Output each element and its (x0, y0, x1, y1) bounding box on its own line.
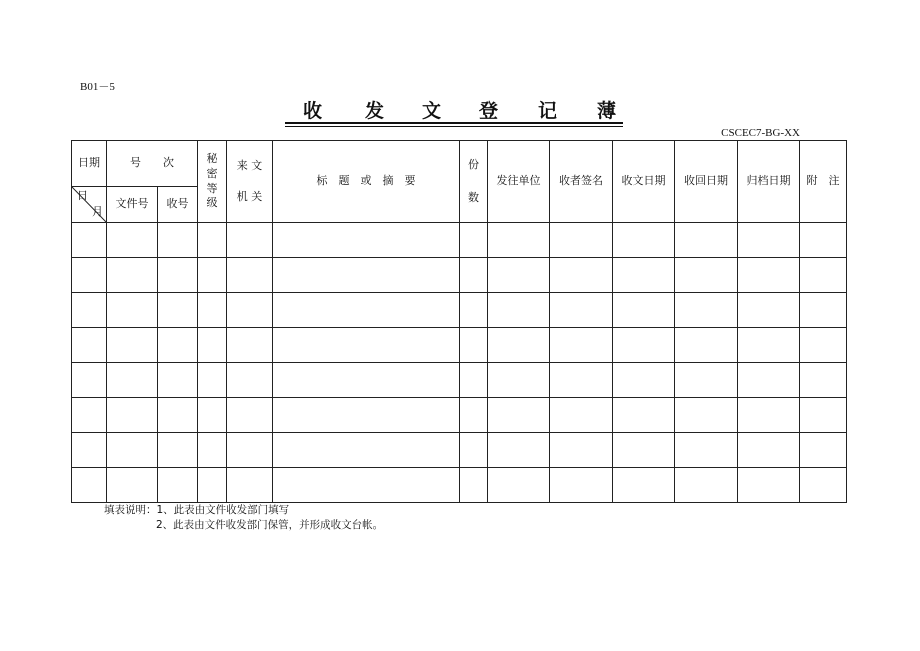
table-cell[interactable] (72, 293, 107, 328)
table-cell[interactable] (613, 293, 675, 328)
table-cell[interactable] (613, 223, 675, 258)
table-cell[interactable] (738, 258, 800, 293)
header-return-date: 收回日期 (675, 141, 738, 223)
table-cell[interactable] (800, 258, 847, 293)
table-cell[interactable] (227, 433, 273, 468)
header-copies-line-2: 数 (468, 190, 479, 204)
page-title (285, 96, 625, 120)
register-table (71, 140, 847, 503)
table-cell[interactable] (550, 258, 613, 293)
table-cell[interactable] (198, 293, 227, 328)
table-cell[interactable] (800, 468, 847, 503)
table-cell[interactable] (72, 258, 107, 293)
table-cell[interactable] (550, 468, 613, 503)
table-cell[interactable] (273, 223, 460, 258)
table-cell[interactable] (158, 363, 198, 398)
table-cell[interactable] (800, 328, 847, 363)
title-underline-thin (285, 126, 623, 127)
table-cell[interactable] (460, 258, 488, 293)
table-cell[interactable] (158, 398, 198, 433)
table-cell[interactable] (488, 468, 550, 503)
table-cell[interactable] (107, 293, 158, 328)
table-cell[interactable] (488, 328, 550, 363)
fill-instructions (104, 503, 383, 533)
header-subject: 标 题 或 摘 要 (273, 141, 460, 223)
header-receive-date: 收文日期 (613, 141, 675, 223)
header-source-line-2: 机 关 (236, 189, 263, 203)
table-cell[interactable] (227, 293, 273, 328)
table-cell[interactable] (800, 293, 847, 328)
table-cell[interactable] (198, 363, 227, 398)
header-copies (460, 141, 488, 223)
table-cell[interactable] (738, 398, 800, 433)
table-cell[interactable] (738, 328, 800, 363)
table-cell[interactable] (107, 398, 158, 433)
table-cell[interactable] (800, 433, 847, 468)
table-cell[interactable] (107, 223, 158, 258)
table-row (72, 363, 847, 398)
table-cell[interactable] (675, 433, 738, 468)
table-cell[interactable] (158, 223, 198, 258)
table-cell[interactable] (72, 433, 107, 468)
header-copies-line-1: 份 (468, 157, 479, 171)
table-row (72, 328, 847, 363)
table-cell[interactable] (613, 363, 675, 398)
table-cell[interactable] (488, 363, 550, 398)
table-cell[interactable] (613, 328, 675, 363)
title-char: 文 (422, 100, 442, 122)
table-cell[interactable] (227, 328, 273, 363)
table-cell[interactable] (107, 363, 158, 398)
table-cell[interactable] (158, 328, 198, 363)
title-underline-thick (285, 122, 623, 124)
header-receive-number: 收号 (158, 187, 198, 223)
table-cell[interactable] (675, 468, 738, 503)
table-cell[interactable] (273, 258, 460, 293)
table-cell[interactable] (550, 363, 613, 398)
table-cell[interactable] (800, 398, 847, 433)
table-cell[interactable] (227, 363, 273, 398)
table-row (72, 433, 847, 468)
table-row (72, 468, 847, 503)
table-cell[interactable] (488, 398, 550, 433)
table-cell[interactable] (72, 363, 107, 398)
table-cell[interactable] (675, 328, 738, 363)
table-cell[interactable] (675, 293, 738, 328)
instruction-line-2: 2、此表由文件收发部门保管，并形成收文台帐。 (156, 519, 384, 531)
table-row (72, 258, 847, 293)
table-cell[interactable] (800, 223, 847, 258)
table-cell[interactable] (738, 433, 800, 468)
table-cell[interactable] (273, 468, 460, 503)
table-cell[interactable] (273, 433, 460, 468)
table-row (72, 223, 847, 258)
table-cell[interactable] (72, 223, 107, 258)
table-cell[interactable] (460, 293, 488, 328)
table-cell[interactable] (460, 433, 488, 468)
table-cell[interactable] (72, 328, 107, 363)
table-cell[interactable] (107, 328, 158, 363)
header-receiver-sign: 收者签名 (550, 141, 613, 223)
table-cell[interactable] (488, 223, 550, 258)
table-cell[interactable] (158, 433, 198, 468)
table-cell[interactable] (550, 433, 613, 468)
table-cell[interactable] (675, 258, 738, 293)
table-cell[interactable] (488, 293, 550, 328)
title-char: 薄 (597, 100, 617, 122)
table-cell[interactable] (550, 398, 613, 433)
table-cell[interactable] (107, 433, 158, 468)
header-archive-date: 归档日期 (738, 141, 800, 223)
table-row (72, 398, 847, 433)
table-cell[interactable] (227, 398, 273, 433)
table-cell[interactable] (613, 468, 675, 503)
document-code: B01－5 (80, 81, 115, 93)
table-body (72, 223, 847, 503)
header-source-line-1: 来 文 (236, 158, 263, 172)
table-cell[interactable] (227, 258, 273, 293)
table-cell[interactable] (613, 433, 675, 468)
table-cell[interactable] (273, 363, 460, 398)
table-cell[interactable] (198, 258, 227, 293)
title-char: 登 (479, 100, 499, 122)
table-cell[interactable] (72, 398, 107, 433)
header-day-month (72, 187, 107, 223)
table-cell[interactable] (273, 328, 460, 363)
header-secret-level: 秘密等级 (198, 141, 227, 223)
table-cell[interactable] (550, 223, 613, 258)
table-cell[interactable] (800, 363, 847, 398)
table-cell[interactable] (158, 468, 198, 503)
table-cell[interactable] (198, 433, 227, 468)
table-cell[interactable] (460, 223, 488, 258)
table-cell[interactable] (198, 398, 227, 433)
table-cell[interactable] (675, 223, 738, 258)
table-cell[interactable] (107, 258, 158, 293)
title-char: 发 (365, 100, 385, 122)
table-cell[interactable] (460, 363, 488, 398)
header-file-number: 文件号 (107, 187, 158, 223)
table-cell[interactable] (550, 293, 613, 328)
table-cell[interactable] (613, 398, 675, 433)
instruction-line-1: 填表说明：1、此表由文件收发部门填写 (104, 504, 290, 516)
table-cell[interactable] (738, 293, 800, 328)
table-cell[interactable] (738, 468, 800, 503)
table-cell[interactable] (227, 468, 273, 503)
title-char: 记 (538, 100, 558, 122)
table-cell[interactable] (460, 398, 488, 433)
table-cell[interactable] (227, 223, 273, 258)
form-number: CSCEC7-BG-XX (721, 127, 800, 139)
table-cell[interactable] (198, 223, 227, 258)
table-cell[interactable] (613, 258, 675, 293)
table-cell[interactable] (107, 468, 158, 503)
table-cell[interactable] (158, 293, 198, 328)
table-cell[interactable] (675, 363, 738, 398)
table-cell[interactable] (198, 328, 227, 363)
table-cell[interactable] (488, 433, 550, 468)
table-cell[interactable] (273, 293, 460, 328)
table-cell[interactable] (738, 363, 800, 398)
header-day: 日 (77, 189, 88, 202)
title-char: 收 (303, 100, 323, 122)
table-cell[interactable] (460, 328, 488, 363)
table-cell[interactable] (72, 468, 107, 503)
table-cell[interactable] (738, 223, 800, 258)
table-cell[interactable] (158, 258, 198, 293)
header-number: 号 次 (107, 141, 198, 187)
table-cell[interactable] (675, 398, 738, 433)
header-date: 日期 (72, 141, 107, 187)
header-remarks: 附 注 (800, 141, 847, 223)
table-cell[interactable] (488, 258, 550, 293)
header-month: 月 (92, 205, 103, 218)
table-row (72, 293, 847, 328)
header-send-unit: 发往单位 (488, 141, 550, 223)
table-cell[interactable] (198, 468, 227, 503)
table-cell[interactable] (460, 468, 488, 503)
header-source (227, 141, 273, 223)
table-cell[interactable] (550, 328, 613, 363)
table-cell[interactable] (273, 398, 460, 433)
header-row-1 (72, 141, 847, 187)
